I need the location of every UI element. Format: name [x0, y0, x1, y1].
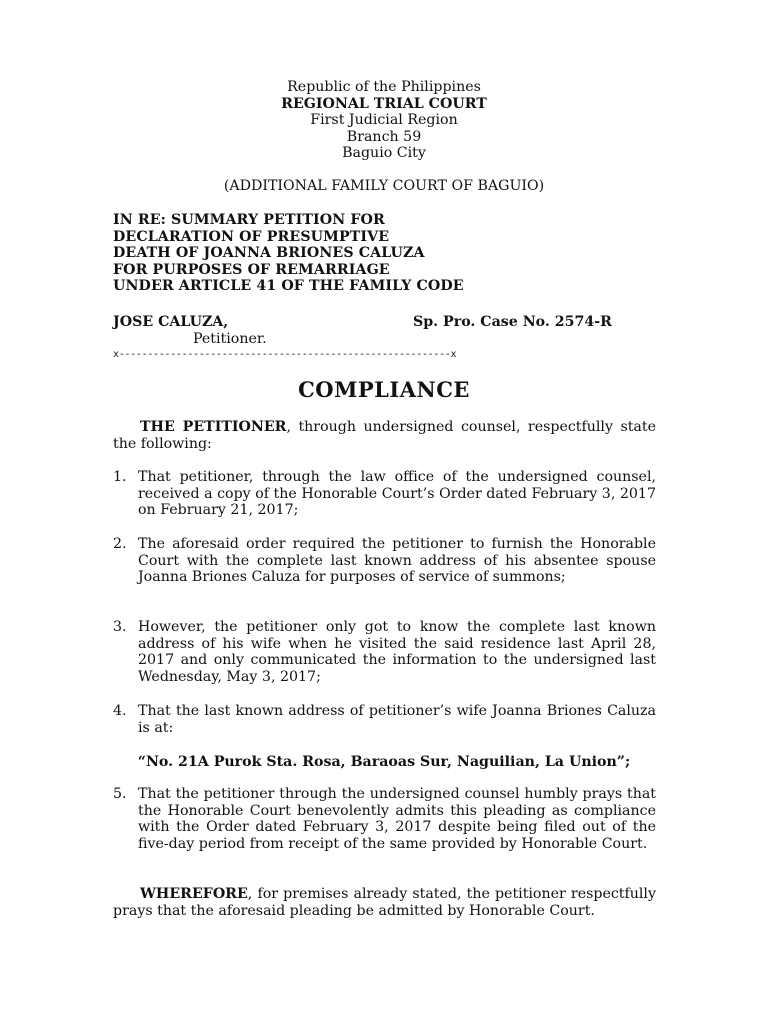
case-caption — [113, 212, 464, 295]
intro-lead: THE PETITIONER — [140, 419, 287, 435]
court-name: REGIONAL TRIAL COURT — [281, 95, 487, 112]
caption-line: DEATH OF JOANNA BRIONES CALUZA — [113, 245, 425, 262]
wherefore-rest: , for premises already stated, the petitioner respectfully prays that the aforesaid pleading be admitted by Honorable Court. — [113, 886, 656, 919]
caption-line: DECLARATION OF PRESUMPTIVE — [113, 228, 390, 245]
list-item — [113, 786, 656, 852]
caption-line: FOR PURPOSES OF REMARRIAGE — [113, 261, 390, 278]
document-title: COMPLIANCE — [298, 377, 470, 402]
item-number: 3. — [113, 619, 127, 635]
region-line: First Judicial Region — [310, 112, 458, 129]
petitioner-name: JOSE CALUZA, — [113, 314, 229, 330]
last-known-address: “No. 21A Purok Sta. Rosa, Baraoas Sur, Naguilian, La Union”; — [137, 754, 631, 770]
wherefore-paragraph — [113, 886, 656, 919]
case-number: Sp. Pro. Case No. 2574-R — [413, 314, 612, 330]
intro-rest: , through undersigned counsel, respectfully state the following: — [113, 419, 656, 452]
caption-separator: x----------------------------------------------------------x — [113, 349, 457, 360]
item-number: 2. — [113, 536, 127, 552]
intro-paragraph — [113, 419, 656, 452]
additional-court-line: (ADDITIONAL FAMILY COURT OF BAGUIO) — [223, 178, 545, 194]
republic-line: Republic of the Philippines — [287, 79, 481, 95]
list-item — [113, 703, 656, 736]
list-item — [113, 536, 656, 586]
item-text: That the petitioner through the undersigned counsel humbly prays that the Honorable Court benevolently admits this pleading as compliance with the Order dated February 3, 2017 despite being filed out of the five-day period from receipt of the same provided by Honorable Court. — [138, 786, 656, 852]
wherefore-lead: WHEREFORE — [140, 886, 248, 902]
item-text: The aforesaid order required the petitioner to furnish the Honorable Court with the complete last known address of his absentee spouse Joanna Briones Caluza for purposes of service of summons; — [138, 536, 656, 586]
city-line: Baguio City — [342, 145, 426, 162]
petitioner-role: Petitioner. — [193, 331, 267, 347]
item-number: 5. — [113, 786, 127, 802]
item-number: 1. — [113, 469, 127, 485]
court-heading — [0, 79, 768, 162]
item-text: However, the petitioner only got to know the complete last known address of his wife when he visited the said residence last April 28, 2017 and only communicated the information to the undersigned last Wednesday, May 3, 2017; — [138, 619, 656, 685]
item-text: That petitioner, through the law office of the undersigned counsel, received a copy of the Honorable Court’s Order dated February 3, 2017 on February 21, 2017; — [138, 469, 656, 519]
list-item — [113, 469, 656, 519]
caption-line: UNDER ARTICLE 41 OF THE FAMILY CODE — [113, 278, 464, 295]
caption-line: IN RE: SUMMARY PETITION FOR — [113, 212, 385, 228]
list-item — [113, 619, 656, 685]
item-number: 4. — [113, 703, 127, 719]
item-text: That the last known address of petitioner’s wife Joanna Briones Caluza is at: — [138, 703, 656, 736]
branch-line: Branch 59 — [346, 128, 422, 145]
